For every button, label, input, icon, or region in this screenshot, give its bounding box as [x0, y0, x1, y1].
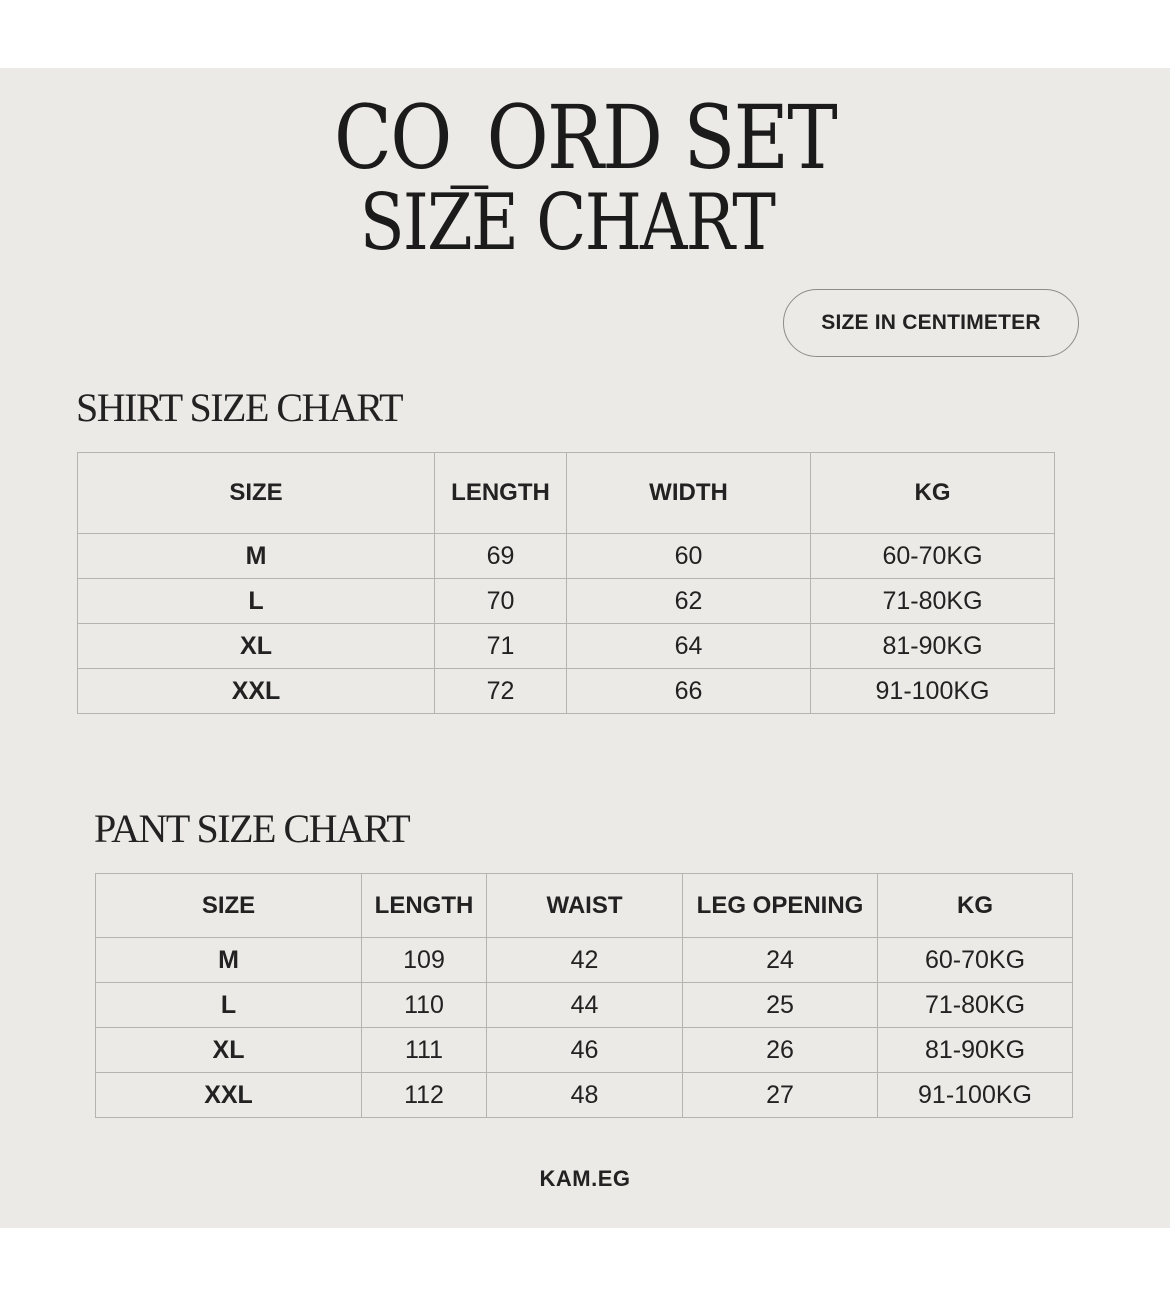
table-row — [78, 669, 1055, 714]
shirt-col-header: LENGTH — [435, 453, 567, 534]
waist-cell: 42 — [487, 938, 683, 983]
size-cell: M — [78, 534, 435, 579]
kg-cell: 71-80KG — [878, 983, 1073, 1028]
size-cell: XXL — [96, 1073, 362, 1118]
size-chart-panel — [0, 68, 1170, 1228]
kg-cell: 60-70KG — [878, 938, 1073, 983]
page-title-line-1: CO_ORD SET — [334, 86, 836, 189]
width-cell: 66 — [567, 669, 811, 714]
kg-cell: 81-90KG — [878, 1028, 1073, 1073]
unit-badge — [783, 289, 1079, 357]
length-cell: 109 — [362, 938, 487, 983]
leg-opening-cell: 24 — [683, 938, 878, 983]
length-cell: 69 — [435, 534, 567, 579]
pant-col-header: LENGTH — [362, 874, 487, 938]
length-cell: 70 — [435, 579, 567, 624]
length-cell: 110 — [362, 983, 487, 1028]
kg-cell: 91-100KG — [811, 669, 1055, 714]
table-row — [96, 1073, 1073, 1118]
size-cell: L — [96, 983, 362, 1028]
shirt-col-header: KG — [811, 453, 1055, 534]
width-cell: 62 — [567, 579, 811, 624]
table-row — [96, 938, 1073, 983]
size-cell: L — [78, 579, 435, 624]
size-cell: M — [96, 938, 362, 983]
leg-opening-cell: 27 — [683, 1073, 878, 1118]
pant-col-header: KG — [878, 874, 1073, 938]
length-cell: 71 — [435, 624, 567, 669]
pant-col-header: WAIST — [487, 874, 683, 938]
pant-header-row — [96, 874, 1073, 938]
pant-section-heading: PANT SIZE CHART — [94, 806, 410, 851]
length-cell: 112 — [362, 1073, 487, 1118]
size-cell: XXL — [78, 669, 435, 714]
width-cell: 60 — [567, 534, 811, 579]
kg-cell: 71-80KG — [811, 579, 1055, 624]
pant-size-table — [95, 873, 1073, 1118]
waist-cell: 44 — [487, 983, 683, 1028]
page-title-line-2: SIZE CHART — [359, 178, 775, 268]
shirt-section-heading: SHIRT SIZE CHART — [76, 385, 403, 430]
waist-cell: 48 — [487, 1073, 683, 1118]
table-row — [78, 624, 1055, 669]
size-cell: XL — [96, 1028, 362, 1073]
unit-badge-label: SIZE IN CENTIMETER — [821, 311, 1041, 334]
shirt-header-row — [78, 453, 1055, 534]
size-cell: XL — [78, 624, 435, 669]
leg-opening-cell: 26 — [683, 1028, 878, 1073]
width-cell: 64 — [567, 624, 811, 669]
kg-cell: 81-90KG — [811, 624, 1055, 669]
kg-cell: 60-70KG — [811, 534, 1055, 579]
brand-name: KAM.EG — [539, 1166, 631, 1191]
kg-cell: 91-100KG — [878, 1073, 1073, 1118]
table-row — [78, 579, 1055, 624]
pant-col-header: SIZE — [96, 874, 362, 938]
waist-cell: 46 — [487, 1028, 683, 1073]
table-row — [78, 534, 1055, 579]
shirt-col-header: WIDTH — [567, 453, 811, 534]
shirt-size-table — [77, 452, 1055, 714]
table-row — [96, 1028, 1073, 1073]
pant-col-header: LEG OPENING — [683, 874, 878, 938]
length-cell: 72 — [435, 669, 567, 714]
leg-opening-cell: 25 — [683, 983, 878, 1028]
length-cell: 111 — [362, 1028, 487, 1073]
table-row — [96, 983, 1073, 1028]
shirt-col-header: SIZE — [78, 453, 435, 534]
